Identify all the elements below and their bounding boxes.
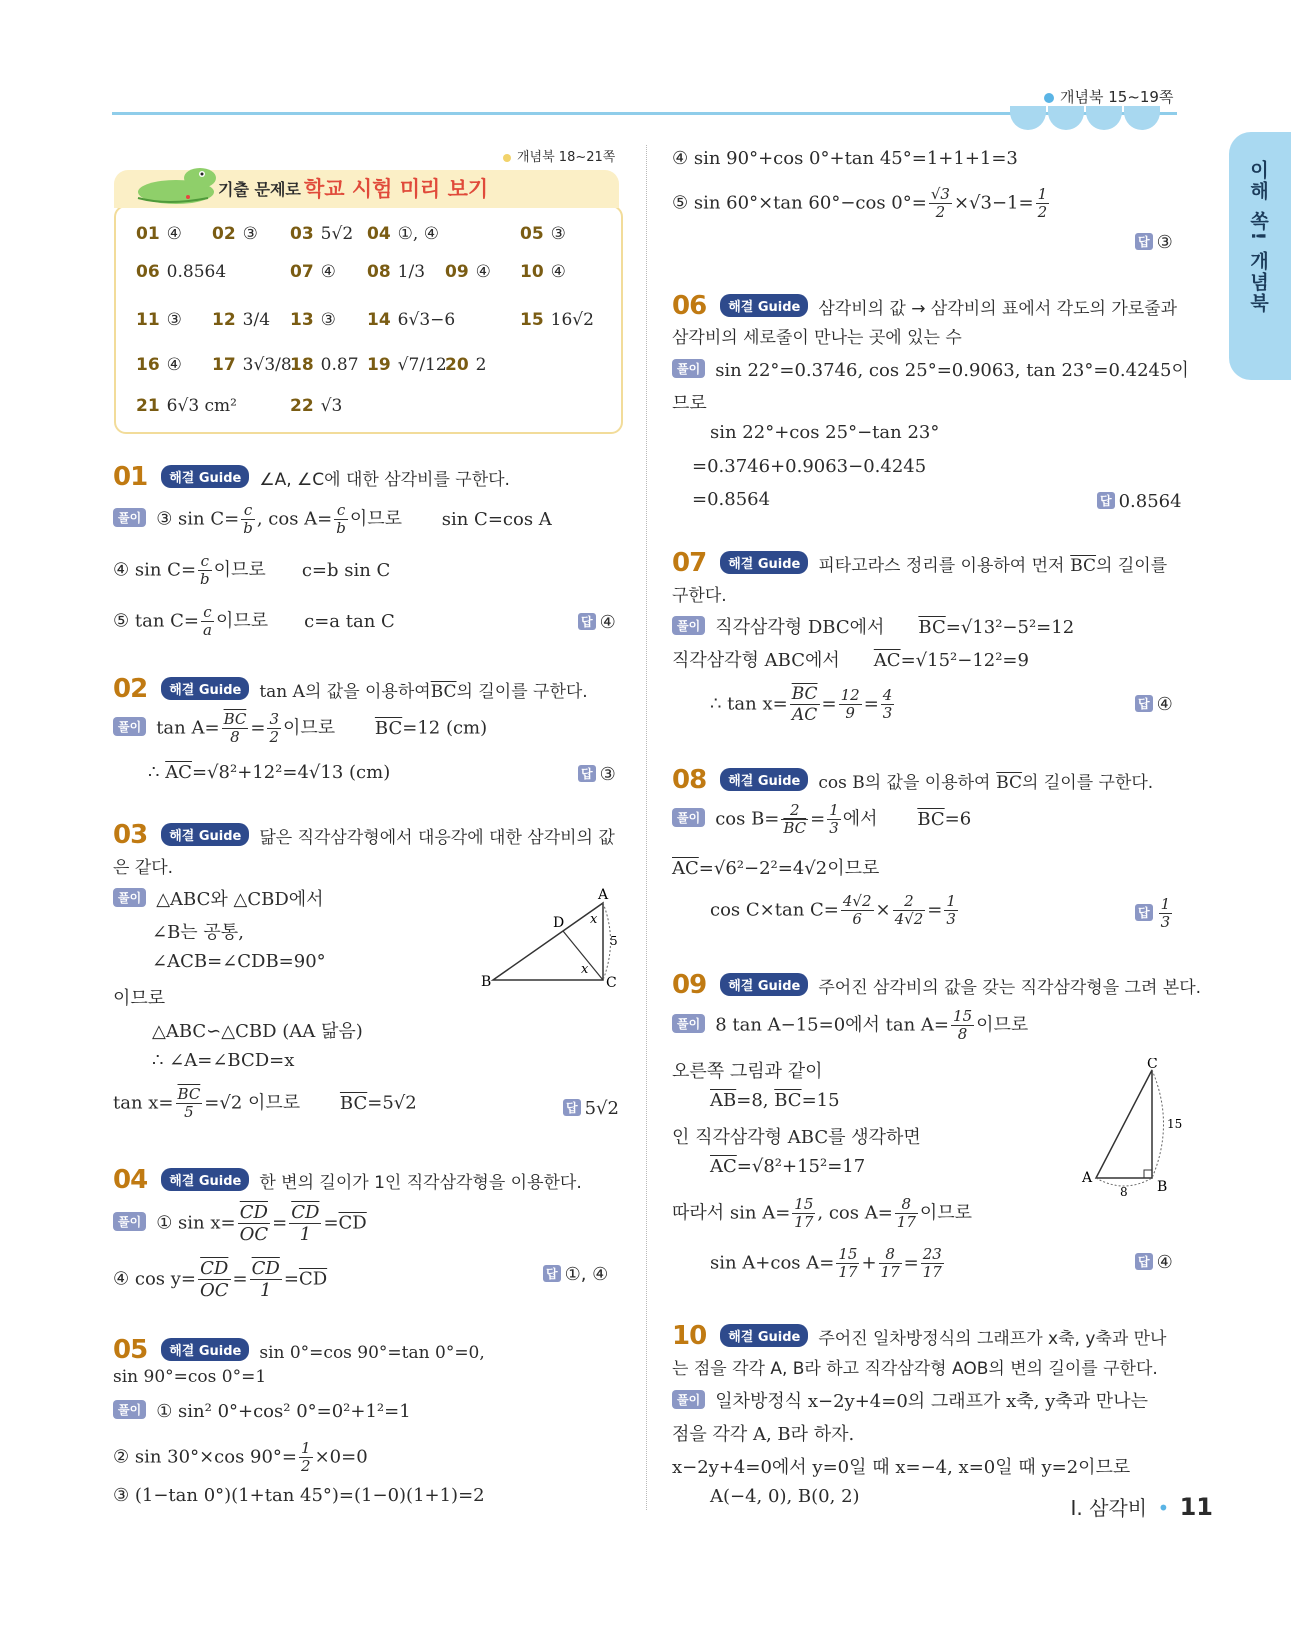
q09-line5: $\overline{AC}=√8^2+15^2=17$ bbox=[710, 1156, 866, 1177]
answer-item: 19 √7/12 bbox=[367, 355, 447, 375]
q05-line1: 풀이 ① sin² 0°+cos² 0°=0²+1²=1 bbox=[113, 1400, 411, 1422]
q07-line3: ∴ tan x= $\frac{\overline{BC}}{AC}$ = $\frac{12}{9}$ = $\frac{4}{3}$ bbox=[710, 684, 893, 725]
q01-line3: ⑤ tan C= $\frac{c}{a}$ 이므로 c=a tan C bbox=[113, 603, 395, 639]
q01-line2: ④ sin C= $\frac{c}{b}$ 이므로 c=b sin C bbox=[113, 552, 391, 588]
q09-header: 09 해결 Guide 주어진 삼각비의 값을 갖는 직각삼각형을 그려 본다. bbox=[672, 970, 1202, 1000]
q03-line6: ∴ ∠A=∠BCD=x bbox=[152, 1050, 295, 1071]
answer-item: 21 6√3 cm² bbox=[136, 396, 237, 416]
footer: I. 삼각비 • 11 bbox=[1070, 1493, 1213, 1521]
q09-label-c: C bbox=[1147, 1058, 1158, 1072]
q03-label-x2: x bbox=[581, 962, 589, 977]
q05-line4: ④ sin 90°+cos 0°+tan 45°=1+1+1=3 bbox=[672, 148, 1018, 169]
q10-line4: A(−4, 0), B(0, 2) bbox=[710, 1486, 860, 1507]
q07-header-cont: 구한다. bbox=[672, 586, 727, 606]
q03-triangle-figure bbox=[478, 885, 623, 990]
answers-header bbox=[114, 170, 619, 208]
q05-line5: ⑤ sin 60°×tan 60°−cos 0°= $\frac{√3}{2}$ ×√3−1= $\frac{1}{2}$ bbox=[672, 185, 1048, 221]
q04-answer: 답 ①, ④ bbox=[543, 1264, 608, 1285]
q09-line6: 따라서 sin A= $\frac{15}{17}$ , cos A= $\frac{8}{17}$ 이므로 bbox=[672, 1195, 973, 1231]
answer-item: 05 ③ bbox=[520, 224, 566, 244]
q04-line1: 풀이 ① sin x= $\frac{\overline{CD}}{OC}$ = $\frac{\overline{CD}}{1}$ $=\overline{CD}$ bbox=[113, 1202, 367, 1245]
q02-line2: ∴ $\overline{AC}=√8^2+12^2=4√13$ (cm) bbox=[148, 762, 391, 783]
q06-header: 06 해결 Guide 삼각비의 값 → 삼각비의 표에서 각도의 가로줄과 bbox=[672, 291, 1178, 321]
q10-line2: 점을 각각 A, B라 하자. bbox=[672, 1424, 855, 1445]
q02-line1: 풀이 tan A= $\frac{\overline{BC}}{8}$ = $\frac{3}{2}$ 이므로 $\overline{BC}=12$ (cm) bbox=[113, 711, 487, 746]
q03-label-x1: x bbox=[590, 912, 598, 927]
crocodile-icon bbox=[128, 164, 218, 208]
q08-header: 08 해결 Guide cos B의 값을 이용하여 $\overline{BC}$의 길이를 구한다. bbox=[672, 765, 1154, 795]
header-page-ref: 개념북 15~19쪽 bbox=[1044, 86, 1173, 107]
q03-line4: 이므로 bbox=[113, 988, 166, 1009]
q06-line4: =0.3746+0.9063−0.4245 bbox=[692, 456, 927, 477]
q06-line2: 므로 bbox=[672, 393, 707, 414]
header-wave bbox=[1124, 106, 1160, 130]
q03-label-d: D bbox=[553, 915, 565, 931]
q06-header-cont: 삼각비의 세로줄이 만나는 곳에 있는 수 bbox=[672, 328, 962, 348]
header-wave bbox=[1048, 106, 1084, 130]
q10-line3: x−2y+4=0에서 y=0일 때 x=−4, x=0일 때 y=2이므로 bbox=[672, 1457, 1131, 1478]
answer-item: 14 6√3−6 bbox=[367, 310, 456, 330]
q05-line3: ③ (1−tan 0°)(1+tan 45°)=(1−0)(1+1)=2 bbox=[113, 1485, 485, 1506]
answer-item: 16 ④ bbox=[136, 355, 182, 375]
q01-line1: 풀이 ③ sin C= $\frac{c}{b}$ , cos A= $\frac{c}{b}$ 이므로 sin C=cos A bbox=[113, 502, 552, 537]
answers-page-ref: 개념북 18~21쪽 bbox=[503, 146, 615, 165]
q09-label-ab: 8 bbox=[1120, 1185, 1128, 1198]
q03-answer: 답 5√2 bbox=[563, 1098, 619, 1119]
page-number: 11 bbox=[1179, 1493, 1213, 1521]
answers-title-prefix: 기출 문제로 bbox=[218, 180, 301, 199]
answer-item: 20 2 bbox=[445, 355, 487, 375]
q09-triangle-figure bbox=[1080, 1058, 1190, 1198]
column-divider bbox=[646, 145, 647, 1510]
q05-header-cont: sin 90°=cos 0°=1 bbox=[113, 1367, 267, 1387]
q06-line1: 풀이 sin 22°=0.3746, cos 25°=0.9063, tan 23°=0.4245이 bbox=[672, 356, 1189, 382]
q03-line5: △ABC∽△CBD (AA 닮음) bbox=[152, 1021, 363, 1042]
q09-label-b: B bbox=[1157, 1179, 1168, 1195]
q03-line2: ∠B는 공통, bbox=[152, 922, 244, 943]
q03-label-c: C bbox=[606, 975, 617, 990]
answer-item: 13 ③ bbox=[290, 310, 336, 330]
answer-item: 06 0.8564 bbox=[136, 262, 227, 282]
answer-item: 07 ④ bbox=[290, 262, 336, 282]
q03-label-a: A bbox=[598, 887, 609, 903]
q10-header-cont: 는 점을 각각 A, B라 하고 직각삼각형 AOB의 변의 길이를 구한다. bbox=[672, 1359, 1158, 1379]
q06-answer: 답 0.8564 bbox=[1097, 491, 1182, 512]
header-wave bbox=[1010, 106, 1046, 130]
side-tab: 이해 쏙! 개념북 bbox=[1229, 132, 1291, 380]
header-wave bbox=[1086, 106, 1122, 130]
answer-item: 17 3√3/8 bbox=[212, 355, 292, 375]
q09-answer: 답 ④ bbox=[1135, 1252, 1173, 1273]
q07-answer: 답 ④ bbox=[1135, 694, 1173, 715]
answer-item: 10 ④ bbox=[520, 262, 566, 282]
q09-line2: 오른쪽 그림과 같이 bbox=[672, 1061, 823, 1082]
q03-line7: tan x= $\frac{\overline{BC}}{5}$ =√2 이므로 $\overline{BC}=5√2$ bbox=[113, 1085, 417, 1121]
answer-item: 04 ①, ④ bbox=[367, 224, 439, 244]
q08-line2: $\overline{AC}=√6^2-2^2=4√2$이므로 bbox=[672, 858, 880, 879]
q09-line1: 풀이 8 tan A−15=0에서 tan A= $\frac{15}{8}$ 이므로 bbox=[672, 1008, 1028, 1043]
answer-item: 11 ③ bbox=[136, 310, 182, 330]
q07-line1: 풀이 직각삼각형 DBC에서 $\overline{BC}=√13^2-5^2=12$ bbox=[672, 613, 1074, 639]
q08-line3: cos C×tan C= $\frac{4√2}{6}$ × $\frac{2}{4√2}$ = $\frac{1}{3}$ bbox=[710, 892, 956, 928]
q04-header: 04 해결 Guide 한 변의 길이가 1인 직각삼각형을 이용한다. bbox=[113, 1165, 582, 1195]
q04-line2: ④ cos y= $\frac{\overline{CD}}{OC}$ = $\frac{\overline{CD}}{1}$ $=\overline{CD}$ bbox=[113, 1258, 328, 1301]
q09-label-bc: 15 bbox=[1167, 1117, 1183, 1131]
q08-answer: 답 $\frac{1}{3}$ bbox=[1135, 896, 1174, 931]
q02-header: 02 해결 Guide tan A의 값을 이용하여$\overline{BC}$의 길이를 구한다. bbox=[113, 674, 588, 704]
q08-line1: 풀이 cos B= $\frac{2}{BC}$ = $\frac{1}{3}$ 에서 $\overline{BC}=6$ bbox=[672, 802, 971, 837]
q03-label-side: 5 bbox=[610, 934, 618, 948]
q03-header: 03 해결 Guide 닮은 직각삼각형에서 대응각에 대한 삼각비의 값 bbox=[113, 820, 615, 850]
answer-item: 03 5√2 bbox=[290, 224, 354, 244]
answer-item: 01 ④ bbox=[136, 224, 182, 244]
q09-line3: $\overline{AB}=8$, $\overline{BC}=15$ bbox=[710, 1090, 840, 1111]
q03-label-b: B bbox=[481, 974, 492, 990]
q10-header: 10 해결 Guide 주어진 일차방정식의 그래프가 x축, y축과 만나 bbox=[672, 1321, 1167, 1351]
q10-line1: 풀이 일차방정식 x−2y+4=0의 그래프가 x축, y축과 만나는 bbox=[672, 1387, 1148, 1413]
answer-item: 09 ④ bbox=[445, 262, 491, 282]
q09-line4: 인 직각삼각형 ABC를 생각하면 bbox=[672, 1127, 921, 1148]
q05-answer: 답 ③ bbox=[1135, 232, 1173, 253]
q06-line3: sin 22°+cos 25°−tan 23° bbox=[710, 422, 940, 443]
footer-chapter: I. 삼각비 bbox=[1070, 1496, 1148, 1520]
answer-item: 18 0.87 bbox=[290, 355, 359, 375]
q05-line2: ② sin 30°×cos 90°= $\frac{1}{2}$ ×0=0 bbox=[113, 1439, 368, 1475]
answer-item: 22 √3 bbox=[290, 396, 343, 416]
answer-item: 08 1/3 bbox=[367, 262, 426, 282]
q05-header: 05 해결 Guide sin 0°=cos 90°=tan 0°=0, bbox=[113, 1335, 485, 1365]
q06-line5: =0.8564 bbox=[692, 489, 771, 510]
q02-answer: 답 ③ bbox=[578, 764, 616, 785]
answer-item: 12 3/4 bbox=[212, 310, 271, 330]
answers-title: 학교 시험 미리 보기 bbox=[304, 177, 489, 201]
q09-label-a: A bbox=[1082, 1170, 1093, 1186]
answer-item: 15 16√2 bbox=[520, 310, 594, 330]
answer-item: 02 ③ bbox=[212, 224, 258, 244]
q07-line2: 직각삼각형 ABC에서 $\overline{AC}=√15^2-12^2=9$ bbox=[672, 650, 1029, 671]
q09-line7: sin A+cos A= $\frac{15}{17}$ + $\frac{8}{17}$ = $\frac{23}{17}$ bbox=[710, 1245, 942, 1281]
q01-header: 01 해결 Guide ∠A, ∠C에 대한 삼각비를 구한다. bbox=[113, 462, 510, 492]
q03-header-cont: 은 같다. bbox=[113, 858, 174, 878]
q07-header: 07 해결 Guide 피타고라스 정리를 이용하여 먼저 $\overline{BC}$의 길이를 bbox=[672, 548, 1168, 578]
q03-line1: 풀이 △ABC와 △CBD에서 bbox=[113, 885, 324, 911]
q03-line3: ∠ACB=∠CDB=90° bbox=[152, 951, 326, 972]
q01-answer: 답 ④ bbox=[578, 612, 616, 633]
